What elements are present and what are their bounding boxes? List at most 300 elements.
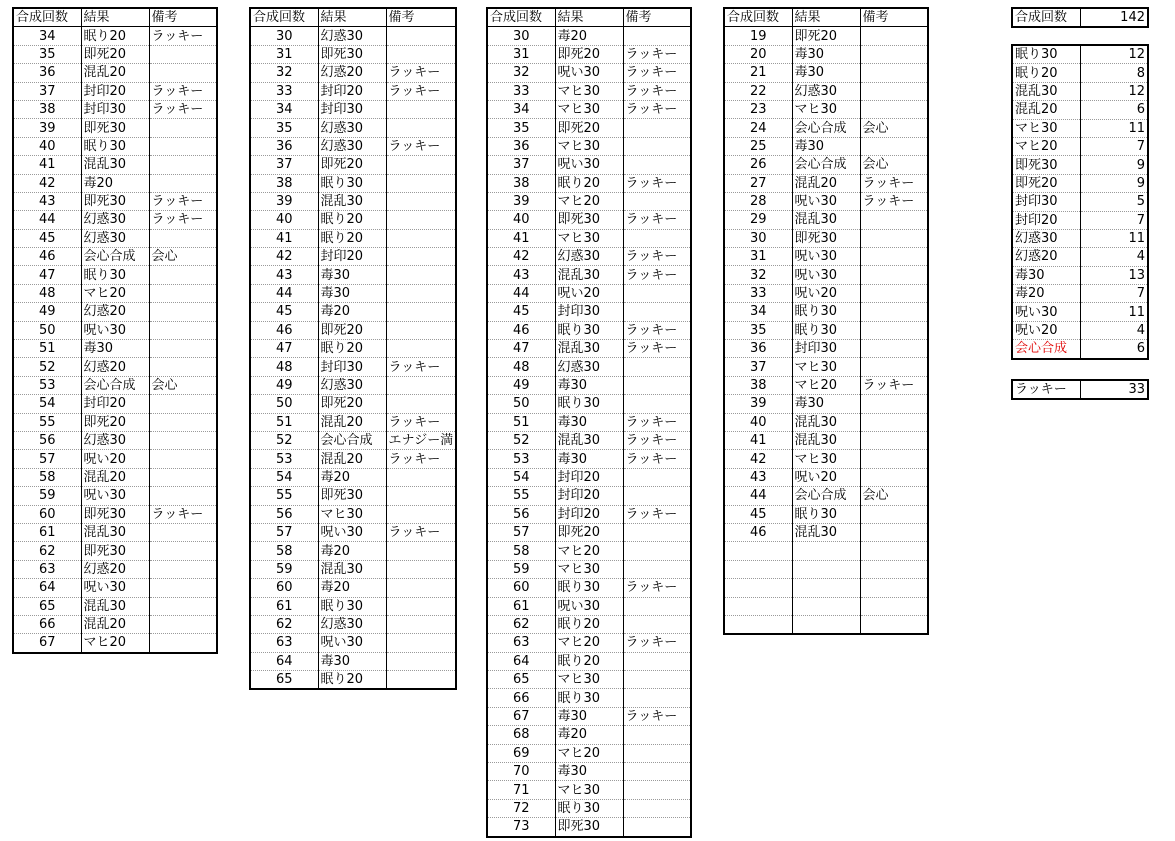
result-cell[interactable]: 混乱30 [81, 523, 149, 541]
stat-value[interactable]: 13 [1080, 266, 1148, 284]
stat-value[interactable]: 11 [1080, 303, 1148, 321]
note-cell[interactable]: ラッキー [623, 634, 691, 652]
note-cell[interactable] [149, 340, 217, 358]
result-cell[interactable]: 眠り20 [81, 27, 149, 45]
note-cell[interactable]: ラッキー [149, 211, 217, 229]
result-cell[interactable]: 即死30 [81, 542, 149, 560]
count-cell[interactable]: 62 [13, 542, 81, 560]
result-cell[interactable]: 呪い30 [555, 64, 623, 82]
count-cell[interactable]: 26 [724, 156, 792, 174]
result-cell[interactable]: 毒30 [318, 266, 386, 284]
count-cell[interactable]: 39 [13, 119, 81, 137]
result-cell[interactable]: 即死30 [555, 211, 623, 229]
result-cell[interactable]: 眠り30 [555, 321, 623, 339]
count-cell[interactable]: 66 [13, 615, 81, 633]
stat-value[interactable]: 8 [1080, 64, 1148, 82]
count-cell[interactable]: 35 [250, 119, 318, 137]
result-cell[interactable]: 毒30 [555, 376, 623, 394]
count-cell[interactable]: 27 [724, 174, 792, 192]
result-cell[interactable]: マヒ20 [555, 192, 623, 210]
note-cell[interactable] [860, 579, 928, 597]
result-cell[interactable]: 呪い30 [555, 597, 623, 615]
count-cell[interactable]: 57 [13, 450, 81, 468]
note-cell[interactable] [860, 284, 928, 302]
result-cell[interactable]: 毒20 [318, 542, 386, 560]
note-cell[interactable] [386, 174, 456, 192]
count-cell[interactable]: 46 [250, 321, 318, 339]
result-cell[interactable]: 幻惑30 [555, 358, 623, 376]
result-cell[interactable]: マヒ20 [555, 542, 623, 560]
note-cell[interactable] [623, 799, 691, 817]
count-cell[interactable]: 62 [250, 615, 318, 633]
result-cell[interactable]: 混乱30 [792, 523, 860, 541]
stat-value[interactable]: 6 [1080, 340, 1148, 359]
count-cell[interactable]: 64 [487, 652, 555, 670]
note-cell[interactable] [386, 284, 456, 302]
count-cell[interactable]: 45 [487, 303, 555, 321]
note-cell[interactable] [623, 542, 691, 560]
result-cell[interactable]: 呪い30 [81, 579, 149, 597]
count-cell[interactable]: 43 [250, 266, 318, 284]
result-cell[interactable]: 呪い30 [792, 192, 860, 210]
count-cell[interactable]: 42 [487, 248, 555, 266]
result-cell[interactable]: 混乱30 [318, 192, 386, 210]
count-cell[interactable]: 42 [724, 450, 792, 468]
note-cell[interactable]: ラッキー [623, 340, 691, 358]
note-cell[interactable]: ラッキー [149, 82, 217, 100]
note-cell[interactable] [149, 413, 217, 431]
result-cell[interactable]: 封印20 [555, 468, 623, 486]
note-cell[interactable] [623, 597, 691, 615]
count-cell[interactable]: 25 [724, 137, 792, 155]
note-cell[interactable] [386, 652, 456, 670]
note-cell[interactable] [623, 468, 691, 486]
stat-label[interactable]: 即死30 [1012, 156, 1080, 174]
result-cell[interactable]: 即死30 [81, 192, 149, 210]
note-cell[interactable] [386, 671, 456, 690]
count-cell[interactable]: 44 [487, 284, 555, 302]
count-cell[interactable]: 49 [250, 376, 318, 394]
count-cell[interactable]: 51 [487, 413, 555, 431]
count-cell[interactable]: 50 [13, 321, 81, 339]
note-cell[interactable]: ラッキー [386, 523, 456, 541]
result-cell[interactable]: 眠り30 [555, 689, 623, 707]
result-cell[interactable]: 眠り20 [318, 211, 386, 229]
result-cell[interactable]: 眠り20 [318, 671, 386, 690]
note-cell[interactable] [149, 156, 217, 174]
note-cell[interactable] [860, 266, 928, 284]
count-cell[interactable]: 50 [487, 395, 555, 413]
count-cell[interactable]: 68 [487, 726, 555, 744]
note-cell[interactable] [860, 560, 928, 578]
result-cell[interactable]: 毒20 [318, 468, 386, 486]
result-cell[interactable]: マヒ30 [792, 358, 860, 376]
result-cell[interactable]: マヒ30 [555, 671, 623, 689]
stat-label[interactable]: マヒ20 [1012, 137, 1080, 155]
result-cell[interactable]: マヒ30 [555, 781, 623, 799]
count-cell[interactable]: 59 [13, 487, 81, 505]
count-cell[interactable]: 59 [487, 560, 555, 578]
count-cell[interactable] [724, 542, 792, 560]
note-cell[interactable] [386, 266, 456, 284]
result-cell[interactable] [792, 615, 860, 634]
note-cell[interactable] [386, 303, 456, 321]
note-cell[interactable] [623, 689, 691, 707]
note-cell[interactable]: ラッキー [149, 505, 217, 523]
result-cell[interactable]: マヒ20 [555, 634, 623, 652]
count-cell[interactable]: 38 [250, 174, 318, 192]
count-cell[interactable]: 65 [13, 597, 81, 615]
note-cell[interactable] [623, 523, 691, 541]
result-cell[interactable]: 会心合成 [792, 487, 860, 505]
stat-value[interactable]: 9 [1080, 156, 1148, 174]
note-cell[interactable] [386, 505, 456, 523]
count-cell[interactable]: 46 [487, 321, 555, 339]
result-cell[interactable]: 封印30 [792, 340, 860, 358]
note-cell[interactable] [860, 395, 928, 413]
result-cell[interactable] [792, 560, 860, 578]
result-cell[interactable]: 眠り30 [792, 303, 860, 321]
note-cell[interactable] [149, 321, 217, 339]
note-cell[interactable]: 会心 [149, 248, 217, 266]
note-cell[interactable] [386, 45, 456, 63]
count-cell[interactable]: 36 [487, 137, 555, 155]
result-cell[interactable]: 幻惑30 [318, 615, 386, 633]
result-cell[interactable]: 混乱30 [81, 597, 149, 615]
result-cell[interactable]: 呪い30 [555, 156, 623, 174]
note-cell[interactable] [860, 505, 928, 523]
result-cell[interactable]: 呪い20 [81, 450, 149, 468]
note-cell[interactable] [386, 229, 456, 247]
count-cell[interactable]: 37 [250, 156, 318, 174]
note-cell[interactable] [386, 211, 456, 229]
result-cell[interactable]: 眠り30 [555, 395, 623, 413]
stat-value[interactable]: 7 [1080, 285, 1148, 303]
result-cell[interactable]: 毒30 [81, 340, 149, 358]
count-cell[interactable]: 30 [250, 27, 318, 45]
stat-value[interactable]: 7 [1080, 137, 1148, 155]
result-cell[interactable]: 即死30 [555, 818, 623, 837]
result-cell[interactable]: 会心合成 [792, 156, 860, 174]
note-cell[interactable] [149, 266, 217, 284]
result-cell[interactable]: 封印30 [318, 358, 386, 376]
count-cell[interactable]: 31 [250, 45, 318, 63]
note-cell[interactable] [149, 542, 217, 560]
note-cell[interactable]: ラッキー [623, 82, 691, 100]
count-cell[interactable]: 45 [13, 229, 81, 247]
note-cell[interactable]: ラッキー [860, 376, 928, 394]
result-cell[interactable]: マヒ20 [81, 634, 149, 653]
note-cell[interactable] [860, 229, 928, 247]
stat-value[interactable]: 11 [1080, 119, 1148, 137]
note-cell[interactable] [149, 431, 217, 449]
result-cell[interactable]: 幻惑30 [318, 27, 386, 45]
note-cell[interactable] [623, 818, 691, 837]
result-cell[interactable]: 呪い30 [792, 266, 860, 284]
note-cell[interactable] [149, 284, 217, 302]
result-cell[interactable]: 呪い30 [792, 248, 860, 266]
note-cell[interactable]: ラッキー [386, 413, 456, 431]
note-cell[interactable] [149, 634, 217, 653]
result-cell[interactable]: 幻惑30 [792, 82, 860, 100]
note-cell[interactable] [860, 431, 928, 449]
count-cell[interactable]: 39 [487, 192, 555, 210]
note-cell[interactable] [623, 560, 691, 578]
note-cell[interactable] [623, 303, 691, 321]
note-cell[interactable] [149, 137, 217, 155]
stat-value[interactable]: 9 [1080, 174, 1148, 192]
result-cell[interactable]: マヒ30 [555, 229, 623, 247]
result-cell[interactable]: 混乱30 [81, 156, 149, 174]
count-cell[interactable]: 32 [250, 64, 318, 82]
count-cell[interactable]: 38 [13, 100, 81, 118]
note-cell[interactable] [386, 615, 456, 633]
count-cell[interactable]: 56 [13, 431, 81, 449]
note-cell[interactable] [623, 137, 691, 155]
count-cell[interactable]: 58 [13, 468, 81, 486]
result-cell[interactable]: マヒ30 [555, 82, 623, 100]
count-cell[interactable]: 52 [13, 358, 81, 376]
note-cell[interactable] [386, 192, 456, 210]
note-cell[interactable] [386, 100, 456, 118]
count-cell[interactable]: 47 [13, 266, 81, 284]
result-cell[interactable]: 混乱20 [81, 468, 149, 486]
result-cell[interactable]: 即死20 [318, 395, 386, 413]
note-cell[interactable] [860, 468, 928, 486]
result-cell[interactable]: 眠り30 [81, 137, 149, 155]
note-cell[interactable] [623, 744, 691, 762]
result-cell[interactable]: 封印30 [555, 303, 623, 321]
note-cell[interactable] [386, 487, 456, 505]
count-cell[interactable]: 51 [13, 340, 81, 358]
result-cell[interactable]: 幻惑20 [81, 303, 149, 321]
count-cell[interactable]: 58 [250, 542, 318, 560]
count-cell[interactable]: 32 [487, 64, 555, 82]
note-cell[interactable]: ラッキー [386, 64, 456, 82]
count-cell[interactable]: 56 [250, 505, 318, 523]
count-cell[interactable]: 35 [13, 45, 81, 63]
note-cell[interactable] [860, 321, 928, 339]
count-cell[interactable]: 44 [13, 211, 81, 229]
result-cell[interactable]: 即死20 [555, 523, 623, 541]
result-cell[interactable]: 即死30 [318, 45, 386, 63]
note-cell[interactable]: ラッキー [386, 82, 456, 100]
count-cell[interactable]: 22 [724, 82, 792, 100]
count-cell[interactable]: 34 [724, 303, 792, 321]
result-cell[interactable]: 封印30 [81, 100, 149, 118]
stat-label[interactable]: 会心合成 [1012, 340, 1080, 359]
result-cell[interactable]: 毒20 [555, 27, 623, 45]
note-cell[interactable]: ラッキー [860, 192, 928, 210]
result-cell[interactable]: 封印20 [555, 487, 623, 505]
note-cell[interactable] [860, 64, 928, 82]
note-cell[interactable] [149, 174, 217, 192]
result-cell[interactable]: 混乱20 [318, 450, 386, 468]
note-cell[interactable] [386, 119, 456, 137]
count-cell[interactable]: 44 [724, 487, 792, 505]
count-cell[interactable]: 73 [487, 818, 555, 837]
count-cell[interactable]: 53 [487, 450, 555, 468]
result-cell[interactable]: 会心合成 [81, 248, 149, 266]
result-cell[interactable]: 混乱20 [792, 174, 860, 192]
result-cell[interactable]: 毒30 [555, 413, 623, 431]
stat-label[interactable]: 毒30 [1012, 266, 1080, 284]
count-cell[interactable]: 28 [724, 192, 792, 210]
note-cell[interactable]: ラッキー [623, 413, 691, 431]
note-cell[interactable] [623, 284, 691, 302]
note-cell[interactable] [149, 450, 217, 468]
result-cell[interactable]: マヒ30 [555, 137, 623, 155]
note-cell[interactable] [860, 211, 928, 229]
count-cell[interactable]: 55 [250, 487, 318, 505]
note-cell[interactable] [386, 27, 456, 45]
result-cell[interactable]: 会心合成 [81, 376, 149, 394]
note-cell[interactable] [386, 468, 456, 486]
note-cell[interactable]: 会心 [860, 119, 928, 137]
note-cell[interactable] [149, 395, 217, 413]
stat-label[interactable]: 幻惑20 [1012, 248, 1080, 266]
total-label[interactable]: 合成回数 [1012, 8, 1080, 27]
count-cell[interactable]: 33 [250, 82, 318, 100]
note-cell[interactable] [860, 450, 928, 468]
result-cell[interactable]: 眠り20 [555, 652, 623, 670]
result-cell[interactable]: 呪い30 [81, 321, 149, 339]
count-cell[interactable]: 30 [487, 27, 555, 45]
result-cell[interactable]: 封印30 [318, 100, 386, 118]
result-cell[interactable]: 混乱30 [792, 431, 860, 449]
note-cell[interactable]: エナジー満 [386, 431, 456, 449]
count-cell[interactable]: 20 [724, 45, 792, 63]
stat-label[interactable]: 幻惑30 [1012, 229, 1080, 247]
result-cell[interactable]: 即死20 [792, 27, 860, 45]
count-cell[interactable]: 21 [724, 64, 792, 82]
count-cell[interactable]: 54 [13, 395, 81, 413]
note-cell[interactable] [149, 303, 217, 321]
result-cell[interactable]: 即死20 [318, 321, 386, 339]
result-cell[interactable]: 即死20 [555, 45, 623, 63]
result-cell[interactable]: 眠り30 [81, 266, 149, 284]
note-cell[interactable] [860, 248, 928, 266]
result-cell[interactable]: 眠り30 [318, 174, 386, 192]
note-cell[interactable] [860, 340, 928, 358]
result-cell[interactable]: 眠り20 [318, 229, 386, 247]
count-cell[interactable]: 39 [250, 192, 318, 210]
count-cell[interactable]: 30 [724, 229, 792, 247]
result-cell[interactable]: 即死30 [792, 229, 860, 247]
count-cell[interactable]: 40 [724, 413, 792, 431]
count-cell[interactable]: 51 [250, 413, 318, 431]
count-cell[interactable]: 24 [724, 119, 792, 137]
result-cell[interactable]: 毒30 [792, 64, 860, 82]
result-cell[interactable]: 幻惑30 [555, 248, 623, 266]
note-cell[interactable] [623, 358, 691, 376]
note-cell[interactable] [386, 395, 456, 413]
note-cell[interactable]: ラッキー [623, 100, 691, 118]
count-cell[interactable]: 54 [487, 468, 555, 486]
result-cell[interactable]: 毒30 [555, 763, 623, 781]
result-cell[interactable]: 混乱30 [555, 266, 623, 284]
result-cell[interactable]: 呪い20 [792, 468, 860, 486]
note-cell[interactable]: ラッキー [623, 64, 691, 82]
result-cell[interactable]: マヒ30 [792, 450, 860, 468]
count-cell[interactable]: 23 [724, 100, 792, 118]
count-cell[interactable]: 71 [487, 781, 555, 799]
result-cell[interactable]: 即死30 [81, 505, 149, 523]
note-cell[interactable]: ラッキー [623, 505, 691, 523]
stat-label[interactable]: 混乱20 [1012, 101, 1080, 119]
result-cell[interactable]: 幻惑20 [81, 560, 149, 578]
stat-label[interactable]: 呪い20 [1012, 321, 1080, 339]
count-cell[interactable]: 35 [487, 119, 555, 137]
note-cell[interactable] [860, 100, 928, 118]
count-cell[interactable]: 53 [250, 450, 318, 468]
note-cell[interactable] [623, 671, 691, 689]
result-cell[interactable]: 眠り30 [318, 597, 386, 615]
lucky-label[interactable]: ラッキー [1012, 380, 1080, 399]
count-cell[interactable]: 29 [724, 211, 792, 229]
result-cell[interactable]: マヒ30 [318, 505, 386, 523]
note-cell[interactable]: ラッキー [623, 321, 691, 339]
count-cell[interactable]: 45 [250, 303, 318, 321]
count-cell[interactable]: 45 [724, 505, 792, 523]
count-cell[interactable]: 55 [487, 487, 555, 505]
count-cell[interactable]: 37 [724, 358, 792, 376]
note-cell[interactable]: ラッキー [386, 358, 456, 376]
note-cell[interactable] [149, 523, 217, 541]
result-cell[interactable]: 幻惑30 [81, 211, 149, 229]
count-cell[interactable]: 67 [13, 634, 81, 653]
count-cell[interactable]: 64 [13, 579, 81, 597]
count-cell[interactable]: 50 [250, 395, 318, 413]
count-cell[interactable]: 38 [487, 174, 555, 192]
stat-label[interactable]: 混乱30 [1012, 82, 1080, 100]
stat-label[interactable]: 呪い30 [1012, 303, 1080, 321]
note-cell[interactable] [149, 468, 217, 486]
count-cell[interactable]: 52 [250, 431, 318, 449]
count-cell[interactable]: 67 [487, 707, 555, 725]
count-cell[interactable]: 37 [13, 82, 81, 100]
result-cell[interactable]: 封印20 [81, 82, 149, 100]
note-cell[interactable] [623, 652, 691, 670]
total-value[interactable]: 142 [1080, 8, 1148, 27]
count-cell[interactable]: 60 [13, 505, 81, 523]
count-cell[interactable]: 43 [724, 468, 792, 486]
count-cell[interactable]: 52 [487, 431, 555, 449]
result-cell[interactable]: 毒30 [318, 284, 386, 302]
count-cell[interactable]: 35 [724, 321, 792, 339]
stat-value[interactable]: 5 [1080, 193, 1148, 211]
result-cell[interactable]: 封印20 [318, 248, 386, 266]
note-cell[interactable] [860, 597, 928, 615]
result-cell[interactable]: 即死30 [318, 487, 386, 505]
result-cell[interactable]: 毒20 [318, 579, 386, 597]
count-cell[interactable]: 34 [250, 100, 318, 118]
count-cell[interactable]: 62 [487, 615, 555, 633]
count-cell[interactable]: 40 [487, 211, 555, 229]
note-cell[interactable] [386, 156, 456, 174]
count-cell[interactable]: 39 [724, 395, 792, 413]
note-cell[interactable] [149, 45, 217, 63]
note-cell[interactable]: ラッキー [623, 248, 691, 266]
note-cell[interactable]: ラッキー [623, 45, 691, 63]
count-cell[interactable]: 63 [13, 560, 81, 578]
note-cell[interactable] [149, 229, 217, 247]
count-cell[interactable] [724, 597, 792, 615]
note-cell[interactable]: ラッキー [623, 431, 691, 449]
count-cell[interactable]: 59 [250, 560, 318, 578]
count-cell[interactable]: 43 [487, 266, 555, 284]
stat-label[interactable]: マヒ30 [1012, 119, 1080, 137]
